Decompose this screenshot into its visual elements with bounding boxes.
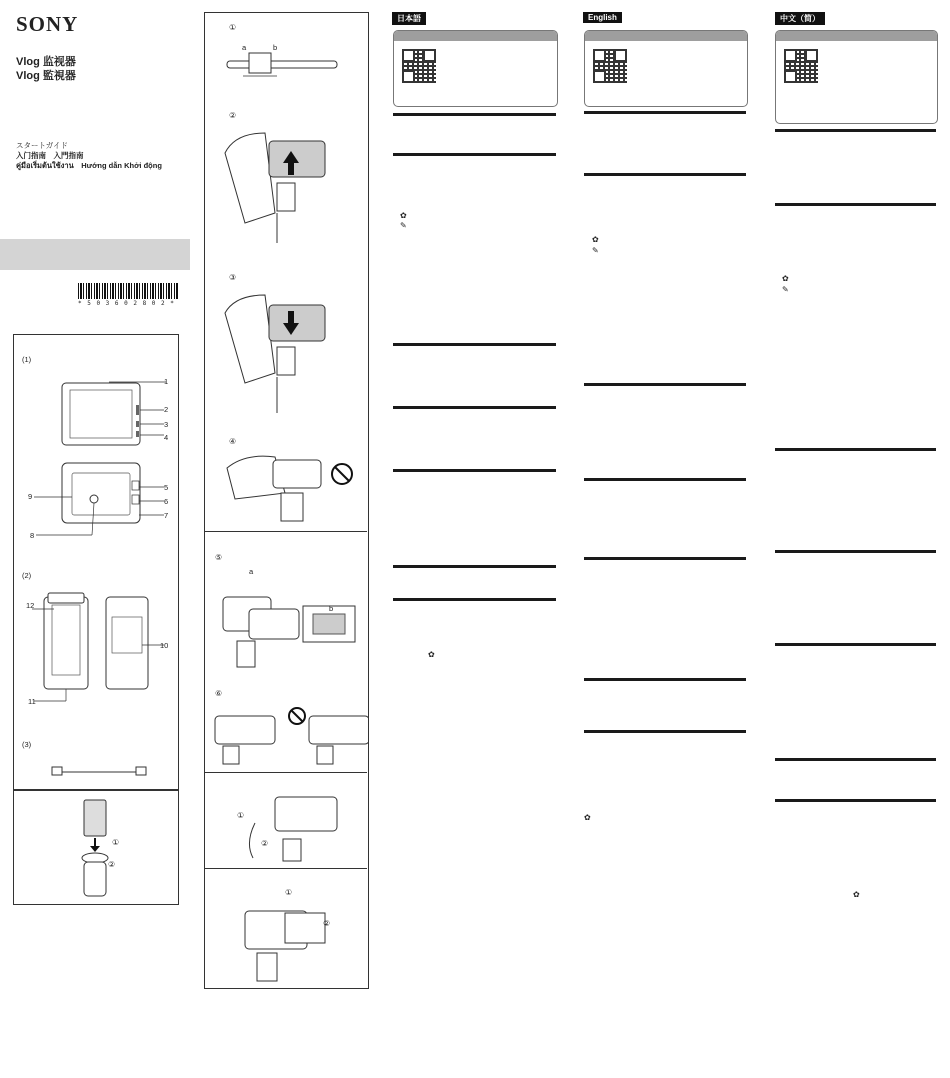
part-number-2: 2 [164,405,169,414]
instruction-illustrations [205,13,368,988]
step-1-marker: ① [112,838,120,847]
mounting-illustration [14,790,178,904]
language-tag-en: English [583,12,622,23]
section-rule [775,643,936,646]
qr-panel-ja [393,30,558,107]
language-tag-ja: 日本語 [392,12,426,25]
guide-title-ja: スタートガイド [16,141,69,150]
section-rule [393,343,556,346]
label-a: a [242,43,247,52]
qr-panel-header [585,31,747,41]
section-rule [584,478,746,481]
parts-diagram-box [13,334,179,791]
guide-title-th-vi: คู่มือเริ่มต้นใช้งาน Hướng dẫn Khởi động [16,161,162,170]
section-rule [775,203,936,206]
step-1-label: ① [229,23,237,32]
section-rule [393,598,556,601]
pen-icon: ✎ [592,246,599,255]
product-title-traditional: Vlog 監視器 [16,70,76,82]
gear-icon: ✿ [853,890,860,899]
part-number-11: 11 [28,697,36,706]
gear-icon: ✿ [584,813,591,822]
section-rule [393,469,556,472]
section-rule [584,678,746,681]
divider-1 [204,531,367,532]
label-a-2: a [249,567,254,576]
step-5-label: ⑤ [215,553,223,562]
section-rule [393,153,556,156]
grey-band [0,239,190,270]
section-rule [393,113,556,116]
part-number-3: 3 [164,420,169,429]
cable-step-1: ① [237,811,245,820]
sony-logo: SONY [16,12,79,36]
final-step-2: ② [323,919,331,928]
label-b: b [273,43,278,52]
qr-panel-en [584,30,748,107]
section-rule [775,550,936,553]
section-rule [775,799,936,802]
section-label-1: (1) [22,355,32,364]
cable-step-2: ② [261,839,269,848]
step-3-label: ③ [229,273,237,282]
qr-panel-header [776,31,937,41]
section-rule [775,448,936,451]
mounting-diagram-box [13,789,179,905]
divider-2 [204,772,367,773]
section-label-3: (3) [22,740,32,749]
section-rule [584,111,746,114]
part-number-5: 5 [164,483,169,492]
part-number-9: 9 [28,492,33,501]
final-step-1: ① [285,888,293,897]
part-number-10: 10 [160,641,169,650]
part-number-4: 4 [164,433,169,442]
gear-icon: ✿ [400,211,407,220]
pen-icon: ✎ [400,221,407,230]
gear-icon: ✿ [428,650,435,659]
section-label-2: (2) [22,571,32,580]
barcode [78,283,178,299]
barcode-number: * 5 0 3 6 0 2 8 0 2 * [78,300,175,307]
step-6-label: ⑥ [215,689,223,698]
step-2-label: ② [229,111,237,120]
qr-code-zh[interactable] [784,49,818,83]
section-rule [393,406,556,409]
instruction-illustration-column [204,12,369,989]
part-number-6: 6 [164,497,169,506]
section-rule [584,383,746,386]
product-title-simplified: Vlog 监视器 [16,56,76,68]
qr-code-en[interactable] [593,49,627,83]
section-rule [775,758,936,761]
section-rule [584,173,746,176]
divider-3 [204,868,367,869]
gear-icon: ✿ [782,274,789,283]
parts-illustration [14,335,178,790]
section-rule [393,565,556,568]
guide-title-zh: 入门指南 入門指南 [16,151,84,160]
part-number-8: 8 [30,531,35,540]
part-number-7: 7 [164,511,169,520]
step-2-marker: ② [108,860,116,869]
qr-panel-header [394,31,557,41]
section-rule [775,129,936,132]
gear-icon: ✿ [592,235,599,244]
section-rule [584,730,746,733]
qr-panel-zh [775,30,938,124]
label-b-2: b [329,604,334,613]
part-number-12: 12 [26,601,35,610]
part-number-1: 1 [164,377,169,386]
step-4-label: ④ [229,437,237,446]
pen-icon: ✎ [782,285,789,294]
qr-code-ja[interactable] [402,49,436,83]
section-rule [584,557,746,560]
language-tag-zh: 中文（简） [775,12,825,25]
